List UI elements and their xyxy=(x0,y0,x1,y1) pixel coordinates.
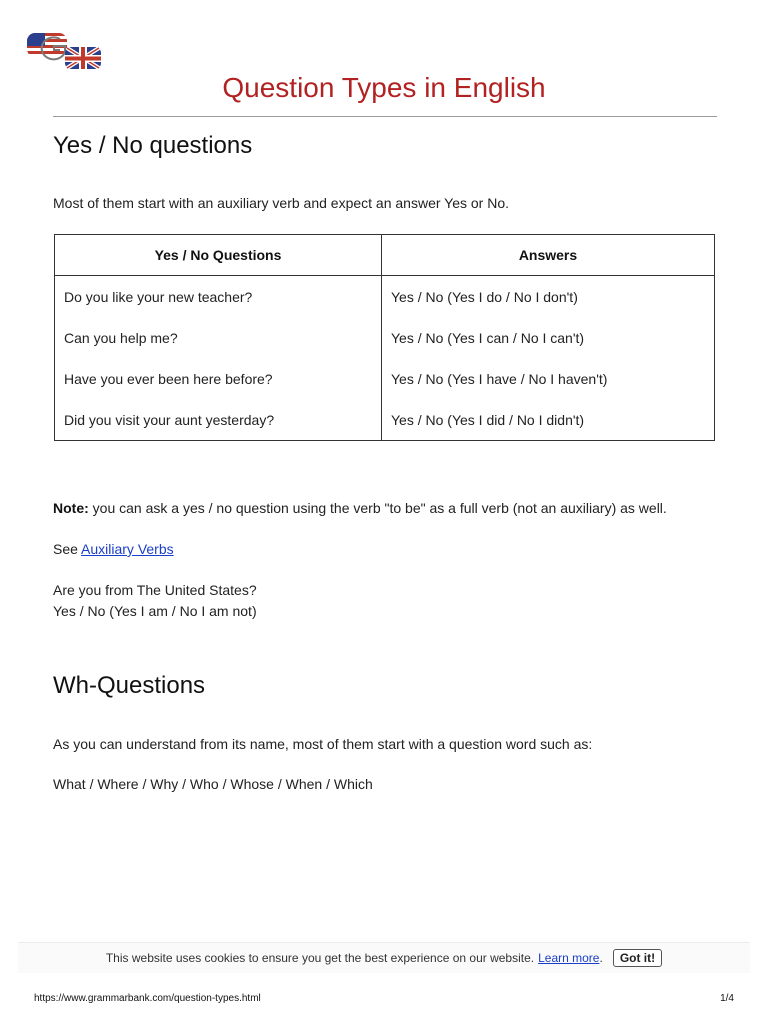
answer-cell: Yes / No (Yes I have / No I haven't) xyxy=(382,358,715,399)
footer-url: https://www.grammarbank.com/question-types.html xyxy=(34,993,261,1004)
table-row xyxy=(55,399,715,441)
wh-words: What / Where / Why / Who / Whose / When / Which xyxy=(53,776,373,792)
got-it-button[interactable]: Got it! xyxy=(613,949,662,967)
question-cell: Can you help me? xyxy=(55,317,382,358)
answer-cell: Yes / No (Yes I can / No I can't) xyxy=(382,317,715,358)
section-heading-yes-no: Yes / No questions xyxy=(53,132,253,159)
site-logo-icon[interactable] xyxy=(27,33,103,71)
cookie-banner xyxy=(18,942,750,973)
auxiliary-verbs-link[interactable]: Auxiliary Verbs xyxy=(81,541,174,557)
learn-more-link[interactable]: Learn more xyxy=(538,951,600,965)
question-cell: Have you ever been here before? xyxy=(55,358,382,399)
note-paragraph xyxy=(53,498,667,518)
table-row xyxy=(55,276,715,318)
table-header-row xyxy=(55,235,715,276)
wh-intro: As you can understand from its name, most of them start with a question word such as: xyxy=(53,736,593,752)
table-header-questions: Yes / No Questions xyxy=(55,235,382,276)
example-question: Are you from The United States? xyxy=(53,582,257,598)
answer-cell: Yes / No (Yes I did / No I didn't) xyxy=(382,399,715,441)
note-label: Note: xyxy=(53,500,89,516)
page-title: Question Types in English xyxy=(222,72,546,103)
cookie-period: . xyxy=(599,951,603,965)
example-answer: Yes / No (Yes I am / No I am not) xyxy=(53,603,257,619)
question-cell: Did you visit your aunt yesterday? xyxy=(55,399,382,441)
see-paragraph xyxy=(53,539,174,559)
yes-no-table xyxy=(54,234,715,441)
cookie-message: This website uses cookies to ensure you get the best experience on our website. xyxy=(105,951,535,965)
table-row xyxy=(55,358,715,399)
table-row xyxy=(55,317,715,358)
note-text: you can ask a yes / no question using the verb "to be" as a full verb (not an auxiliary) as well. xyxy=(88,500,667,516)
answer-cell: Yes / No (Yes I do / No I don't) xyxy=(382,276,715,318)
section-heading-wh: Wh-Questions xyxy=(53,672,206,699)
see-label: See xyxy=(53,541,82,557)
title-divider xyxy=(53,116,717,117)
table-header-answers: Answers xyxy=(382,235,715,276)
question-cell: Do you like your new teacher? xyxy=(55,276,382,318)
yes-no-intro: Most of them start with an auxiliary verb and expect an answer Yes or No. xyxy=(53,195,510,211)
footer-page-number: 1/4 xyxy=(720,993,734,1004)
